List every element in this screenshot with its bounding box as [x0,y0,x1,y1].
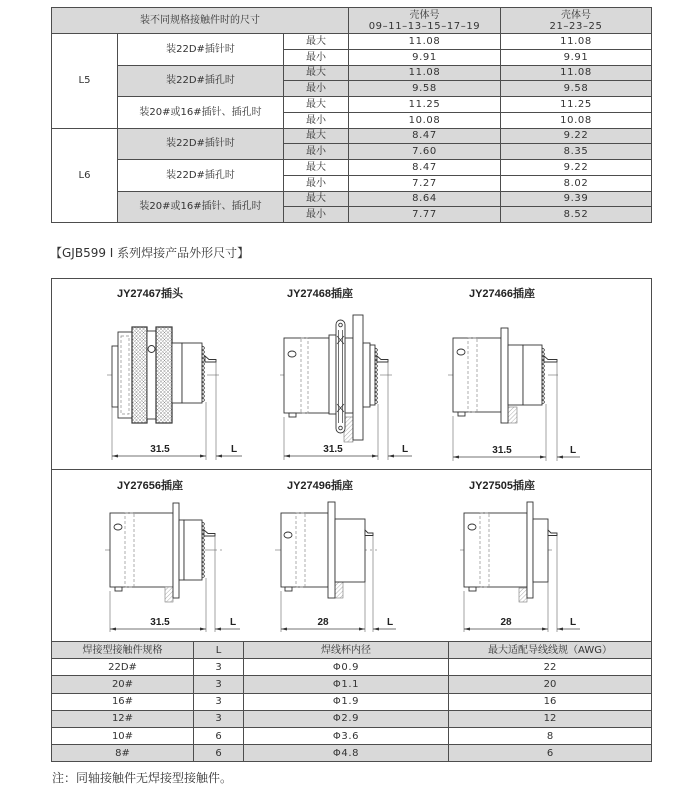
condition-label: 装22D#插孔时 [118,66,284,98]
mounting-flange [328,502,335,598]
indicator-dot [288,351,296,357]
key-foot [115,587,122,591]
cell-max-awg: 6 [449,745,652,762]
indicator-dot [114,524,122,530]
cell-contact-size: 8# [52,745,194,762]
coupling-nut [118,332,132,418]
min-label: 最小 [284,113,349,129]
cell-cup-diameter: Φ1.1 [244,676,449,693]
solder-tab [548,530,557,536]
jam-nut-ring [336,320,345,433]
drawing-title: JY27467插头 [116,288,184,300]
back-shell [508,345,523,405]
max-label: 最大 [284,160,349,176]
value-cell: 8.64 [349,192,501,208]
value-cell: 8.02 [501,176,652,192]
table-header-shell-b [501,8,652,34]
cell-contact-size: 20# [52,676,194,693]
front-insert [112,346,118,407]
cell-max-awg: 22 [449,659,652,676]
back-shell [533,519,548,582]
panel-section [165,587,173,602]
cell-cup-diameter: Φ2.9 [244,711,449,728]
cell-l: 6 [194,728,244,745]
dimension-length-label: 31.5 [492,445,512,456]
condition-label: 装22D#插针时 [118,34,284,66]
cell-l: 3 [194,659,244,676]
value-cell: 8.35 [501,144,652,160]
condition-label: 装22D#插针时 [118,129,284,161]
solder-tab [377,356,388,362]
value-cell: 8.52 [501,207,652,223]
drawing-title: JY27505插座 [468,480,536,492]
cell-cup-diameter: Φ4.8 [244,745,449,762]
value-cell: 9.39 [501,192,652,208]
dimension-label-l6: L6 [52,129,118,224]
receptacle-body [281,513,328,587]
dimension-l-label: L [401,444,409,455]
cell-l: 3 [194,711,244,728]
solder-tab [544,356,557,362]
cell-max-awg: 8 [449,728,652,745]
cell-max-awg: 12 [449,711,652,728]
value-cell: 10.08 [501,113,652,129]
cell-cup-diameter: Φ3.6 [244,728,449,745]
key-foot [285,587,292,591]
drawing-title: JY27496插座 [286,480,354,492]
ring-hole [339,426,343,430]
value-cell: 10.08 [349,113,501,129]
cell-contact-size: 10# [52,728,194,745]
header-max-awg: 最大适配导线线规（AWG） [449,642,652,659]
value-cell: 7.60 [349,144,501,160]
ring-hole [339,323,343,327]
condition-label: 装20#或16#插针、插孔时 [118,192,284,224]
mounting-flange [353,315,363,440]
indicator-dot [468,524,476,530]
drawing-title: JY27466插座 [468,288,536,300]
back-shell-rear [184,520,202,580]
condition-label: 装20#或16#插针、插孔时 [118,97,284,129]
max-label: 最大 [284,129,349,145]
dimension-l-label: L [229,617,237,628]
drawing-jy27656 [105,478,240,632]
outline-drawings [51,278,652,642]
drawing-jy27466 [448,286,580,461]
table-header-shell-a [349,8,501,34]
value-cell: 7.27 [349,176,501,192]
key-foot [469,587,476,591]
indicator-dot [148,346,155,353]
cell-contact-size: 22D# [52,659,194,676]
value-cell: 8.47 [349,129,501,145]
min-label: 最小 [284,207,349,223]
dimension-length-label: 31.5 [150,617,170,628]
solder-tab [365,530,373,536]
value-cell: 11.25 [501,97,652,113]
mounting-flange [527,502,533,598]
cell-l: 3 [194,676,244,693]
back-shell [335,519,365,582]
dimension-l-label: L [230,444,238,455]
cell-l: 3 [194,694,244,711]
value-cell: 9.58 [349,81,501,97]
cell-cup-diameter: Φ0.9 [244,659,449,676]
min-label: 最小 [284,176,349,192]
indicator-dot [457,349,465,355]
table-header-title: 装不同规格接触件时的尺寸 [52,8,349,34]
dimension-l-label: L [569,617,577,628]
body-step [329,335,336,414]
max-label: 最大 [284,34,349,50]
value-cell: 9.22 [501,129,652,145]
header-cup-diameter: 焊线杯内径 [244,642,449,659]
cell-max-awg: 20 [449,676,652,693]
value-cell: 8.47 [349,160,501,176]
cell-contact-size: 16# [52,694,194,711]
value-cell: 9.58 [501,81,652,97]
indicator-dot [284,532,292,538]
key-foot [289,413,296,417]
cell-contact-size: 12# [52,711,194,728]
header-l: L [194,642,244,659]
back-shell [179,520,184,580]
condition-label: 装22D#插孔时 [118,160,284,192]
dimension-length-label: 31.5 [323,444,343,455]
value-cell: 11.08 [349,66,501,82]
drawing-title: JY27656插座 [116,480,184,492]
solder-tab [204,530,215,536]
solder-contact-table [51,641,652,762]
section-heading: 【GJB599 Ⅰ 系列焊接产品外形尺寸】 [50,246,250,260]
mounting-flange [501,328,508,423]
shell-b-sizes: 21–23–25 [549,20,603,32]
value-cell: 11.25 [349,97,501,113]
header-contact-size: 焊接型接触件规格 [52,642,194,659]
back-shell-rear [182,343,202,403]
min-label: 最小 [284,144,349,160]
solder-tab [205,356,216,362]
shell-a-sizes: 09–11–13–15–17–19 [368,20,481,32]
max-label: 最大 [284,66,349,82]
drawing-jy27468 [280,286,412,460]
panel-section [335,582,343,598]
min-label: 最小 [284,50,349,66]
dimension-length-label: 28 [500,617,512,628]
dimension-l-label: L [569,445,577,456]
max-label: 最大 [284,192,349,208]
receptacle-body [284,338,329,413]
solder-cup-serration [202,346,205,402]
cell-cup-diameter: Φ1.9 [244,694,449,711]
max-label: 最大 [284,97,349,113]
value-cell: 11.08 [349,34,501,50]
drawing-jy27496 [275,478,396,632]
value-cell: 11.08 [501,34,652,50]
value-cell: 9.22 [501,160,652,176]
shell-a-label: 壳体号 [409,9,440,21]
value-cell: 9.91 [501,50,652,66]
panel-section [508,407,517,423]
dimension-label-l5: L5 [52,34,118,129]
contact-dimension-table [51,7,652,223]
mounting-flange [173,503,179,598]
knurled-ring-front [132,327,147,423]
value-cell: 7.77 [349,207,501,223]
knurled-ring-rear [156,327,172,423]
dimension-l-label: L [386,617,394,628]
back-shell [172,343,182,403]
shell-body [147,331,156,419]
dimension-length-label: 28 [317,617,329,628]
drawing-jy27467 [107,286,242,460]
shell-b-label: 壳体号 [561,9,591,21]
dimension-length-label: 31.5 [150,444,170,455]
panel-section [519,588,527,602]
min-label: 最小 [284,81,349,97]
value-cell: 9.91 [349,50,501,66]
back-shell [363,343,370,407]
drawing-jy27505 [460,478,580,632]
cell-l: 6 [194,745,244,762]
back-shell-rear [523,345,542,405]
drawing-title: JY27468插座 [286,288,354,300]
key-foot [458,412,465,416]
footnote: 注：同轴接触件无焊接型接触件。 [52,771,233,785]
value-cell: 11.08 [501,66,652,82]
mid-body [345,338,353,413]
cell-max-awg: 16 [449,694,652,711]
